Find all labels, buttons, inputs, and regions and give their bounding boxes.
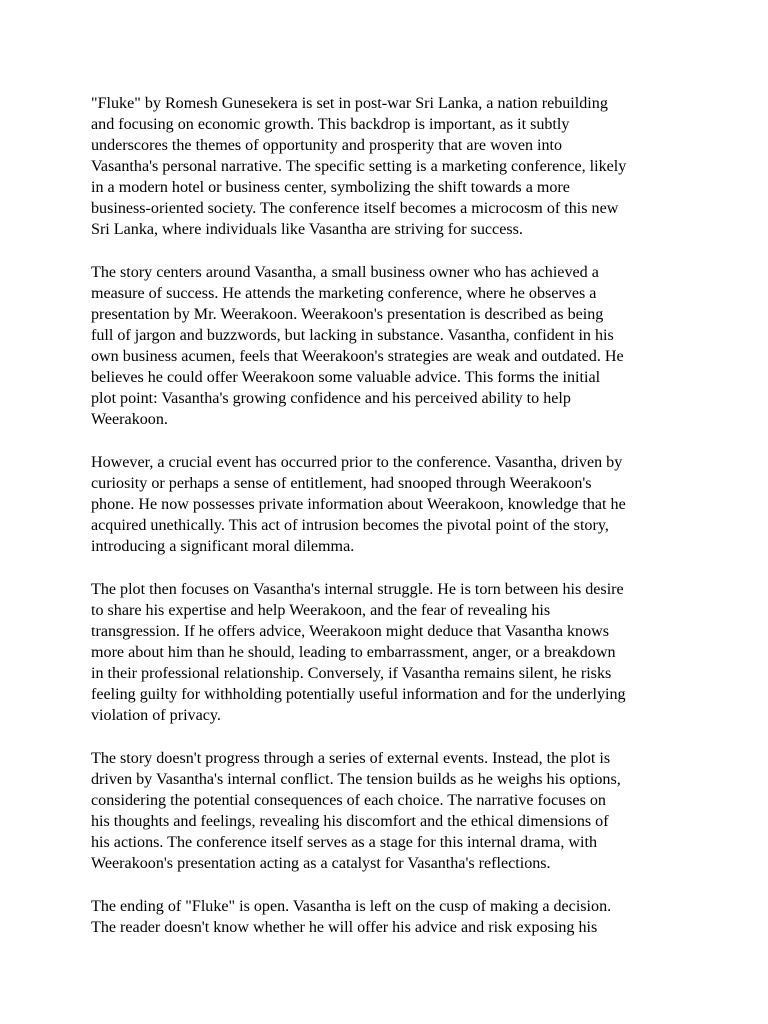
text-line: Weerakoon's presentation acting as a catalyst for Vasantha's reflections.: [91, 855, 551, 872]
text-line: driven by Vasantha's internal conflict. The tension builds as he weighs his options,: [91, 771, 621, 788]
paragraph-setting: [91, 93, 680, 240]
text-line: acquired unethically. This act of intrusion becomes the pivotal point of the story,: [91, 517, 609, 534]
text-line: underscores the themes of opportunity and prosperity that are woven into: [91, 137, 563, 154]
text-line: his thoughts and feelings, revealing his discomfort and the ethical dimensions of: [91, 813, 609, 830]
text-line: The reader doesn't know whether he will offer his advice and risk exposing his: [91, 919, 598, 936]
text-line: Vasantha's personal narrative. The specific setting is a marketing conference, likely: [91, 158, 627, 175]
paragraph-story-center: [91, 262, 680, 430]
text-line: curiosity or perhaps a sense of entitlement, had snooped through Weerakoon's: [91, 475, 592, 492]
text-line: introducing a significant moral dilemma.: [91, 538, 355, 555]
text-line: "Fluke" by Romesh Gunesekera is set in post-war Sri Lanka, a nation rebuilding: [91, 95, 608, 112]
text-line: to share his expertise and help Weerakoon, and the fear of revealing his: [91, 602, 551, 619]
text-line: and focusing on economic growth. This backdrop is important, as it subtly: [91, 116, 570, 133]
text-line: considering the potential consequences of each choice. The narrative focuses on: [91, 792, 606, 809]
text-line: full of jargon and buzzwords, but lacking in substance. Vasantha, confident in his: [91, 327, 614, 344]
text-line: The story centers around Vasantha, a small business owner who has achieved a: [91, 264, 599, 281]
text-line: presentation by Mr. Weerakoon. Weerakoon's presentation is described as being: [91, 306, 604, 323]
text-line: in their professional relationship. Conversely, if Vasantha remains silent, he risks: [91, 665, 612, 682]
text-line: The ending of "Fluke" is open. Vasantha is left on the cusp of making a decision.: [91, 898, 612, 915]
text-line: The plot then focuses on Vasantha's internal struggle. He is torn between his desire: [91, 581, 624, 598]
paragraph-internal-struggle: [91, 579, 680, 726]
paragraph-ending: [91, 896, 680, 938]
text-line: Weerakoon.: [91, 411, 168, 428]
text-line: believes he could offer Weerakoon some valuable advice. This forms the initial: [91, 369, 601, 386]
text-line: own business acumen, feels that Weerakoon's strategies are weak and outdated. He: [91, 348, 624, 365]
text-line: more about him than he should, leading to embarrassment, anger, or a breakdown: [91, 644, 616, 661]
paragraph-internal-conflict: [91, 748, 680, 874]
text-line: feeling guilty for withholding potentially useful information and for the underlying: [91, 686, 626, 703]
text-line: transgression. If he offers advice, Weerakoon might deduce that Vasantha knows: [91, 623, 610, 640]
text-line: business-oriented society. The conference itself becomes a microcosm of this new: [91, 200, 619, 217]
text-line: Sri Lanka, where individuals like Vasantha are striving for success.: [91, 221, 523, 238]
text-line: violation of privacy.: [91, 707, 221, 724]
text-line: However, a crucial event has occurred prior to the conference. Vasantha, driven by: [91, 454, 623, 471]
text-line: plot point: Vasantha's growing confidence and his perceived ability to help: [91, 390, 571, 407]
text-line: phone. He now possesses private information about Weerakoon, knowledge that he: [91, 496, 626, 513]
text-line: his actions. The conference itself serves as a stage for this internal drama, with: [91, 834, 598, 851]
text-line: measure of success. He attends the marketing conference, where he observes a: [91, 285, 597, 302]
paragraph-crucial-event: [91, 452, 680, 557]
text-line: The story doesn't progress through a series of external events. Instead, the plot is: [91, 750, 611, 767]
text-line: in a modern hotel or business center, symbolizing the shift towards a more: [91, 179, 570, 196]
